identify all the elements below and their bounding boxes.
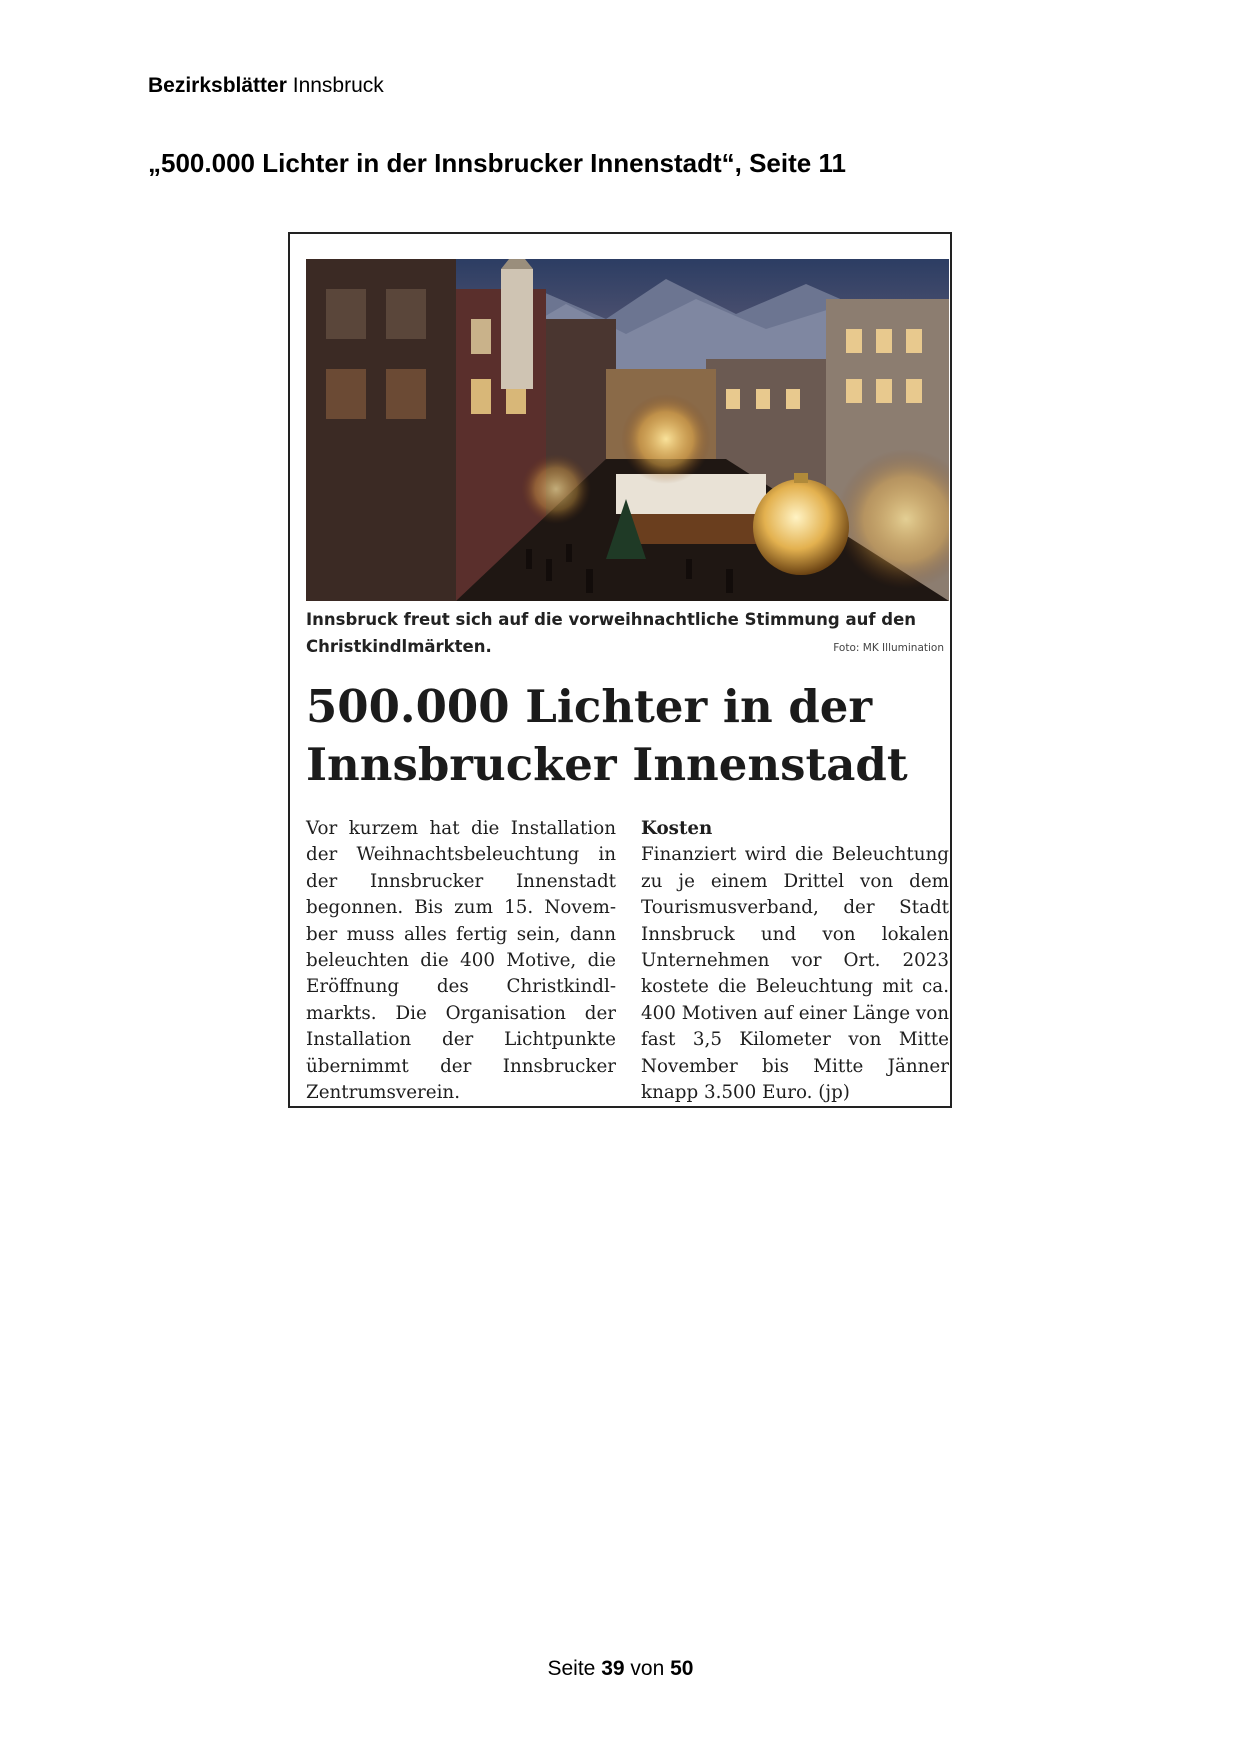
article-title-line-2: Innsbrucker Innenstadt: [306, 738, 908, 791]
article-title: [306, 678, 946, 794]
article-column-right: [641, 816, 949, 1106]
article-column-left: Vor kurzem hat die Installation der Weihnachtsbeleuchtung in der Innsbrucker Innenstadt begonnen. Bis zum 15. November muss alles fertig sein, dann beleuchten die 400 Motive, die Eröffnung des Christkindlmarkts. Die Organisation der Installation der Lichtpunkte übernimmt der Innsbrucker Zentrumsverein.: [306, 818, 616, 1104]
page-number-separator: von: [630, 1657, 665, 1680]
page-number: [0, 1657, 1241, 1681]
article-column-right-text: Finanziert wird die Beleuchtung zu je einem Drittel von dem Tourismusverband, der Stadt Innsbruck und von lokalen Unternehmen vor Ort. 2023 kostete die Beleuchtung mit ca. 400 Motiven auf einer Länge von fast 3,5 Kilometer von Mitte November bis Mitte Jänner knapp 3.500 Euro. (jp): [641, 844, 949, 1104]
publication-name: Bezirksblätter: [148, 74, 287, 97]
photo-caption: Innsbruck freut sich auf die vorweihnachtliche Stimmung auf den Christkindlmärkten.: [306, 610, 917, 656]
article-title-line-1: 500.000 Lichter in der: [306, 680, 873, 733]
page-number-prefix: Seite: [547, 1657, 596, 1680]
publication-location: Innsbruck: [292, 74, 384, 97]
page-number-total: 50: [670, 1657, 694, 1680]
page-number-current: 39: [601, 1657, 625, 1680]
christmas-street-photo: [306, 259, 949, 601]
publication-source: [148, 74, 384, 98]
photo-credit: Foto: MK Illumination: [833, 642, 944, 654]
page-headline: „500.000 Lichter in der Innsbrucker Innenstadt“, Seite 11: [148, 148, 846, 178]
newspaper-clipping: [288, 232, 952, 1108]
article-subheading: Kosten: [641, 818, 713, 839]
